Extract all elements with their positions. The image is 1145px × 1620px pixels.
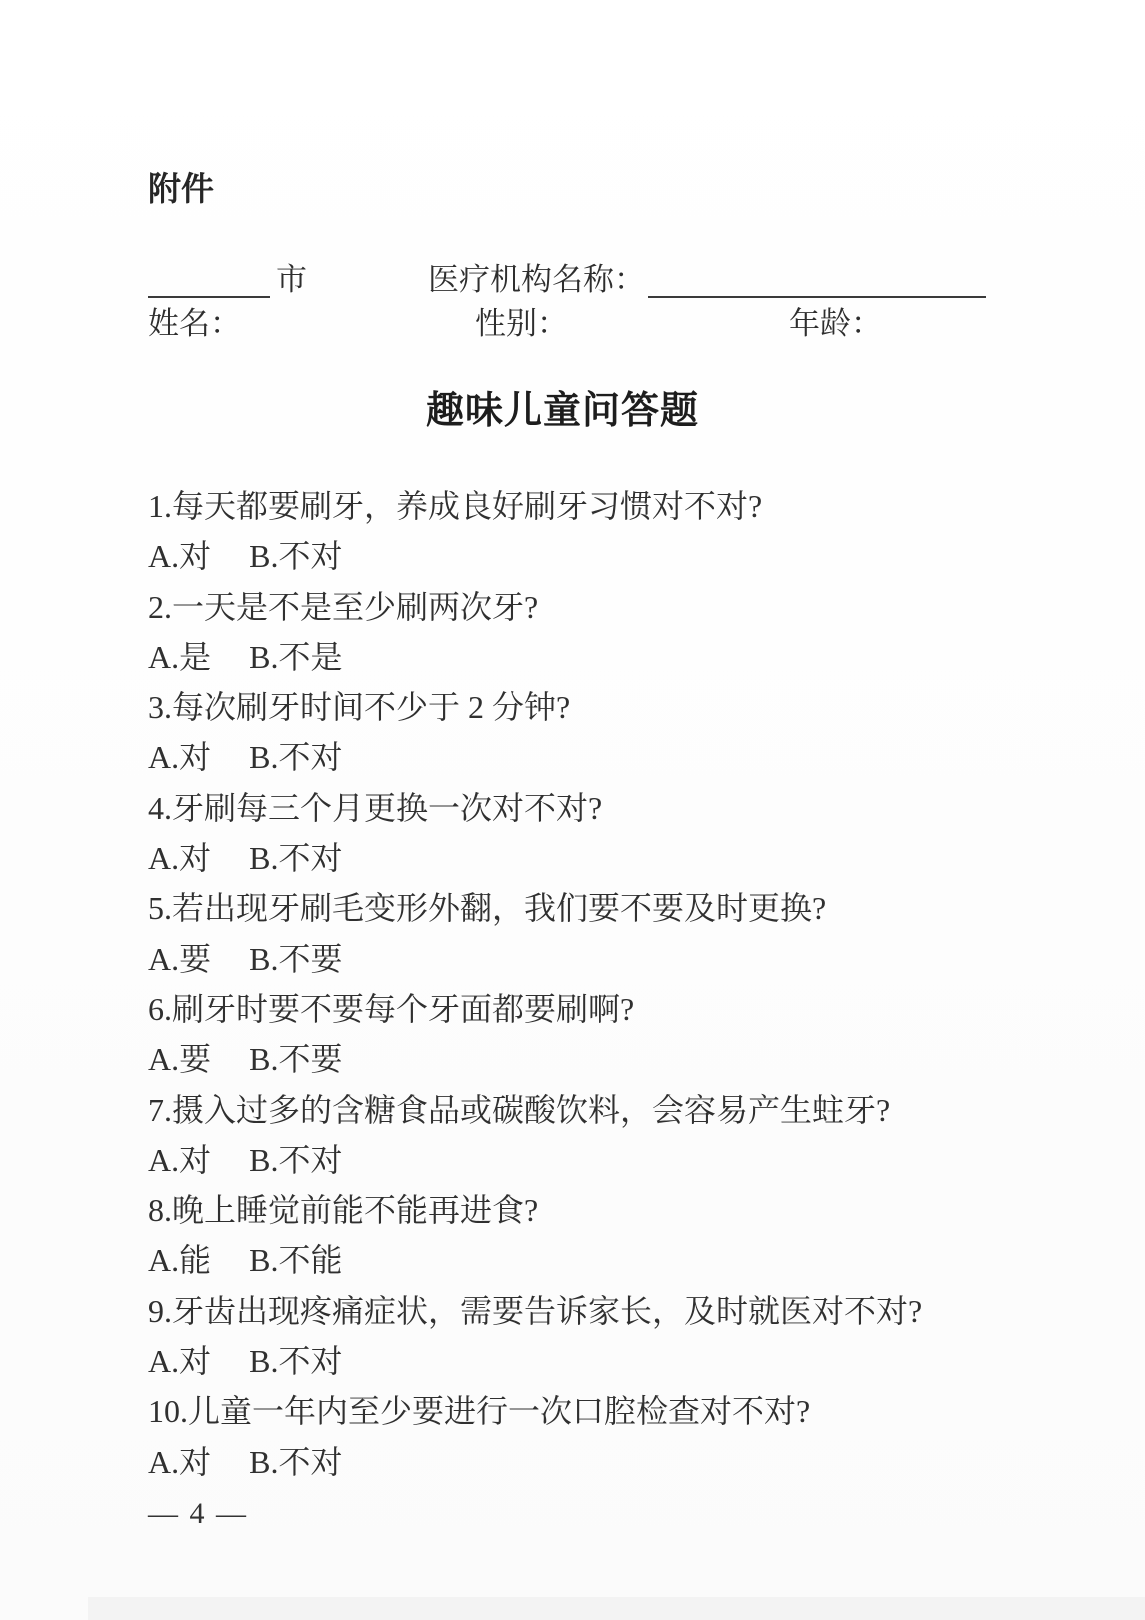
- question-text: 7.摄入过多的含糖食品或碳酸饮料，会容易产生蛀牙?: [148, 1091, 891, 1128]
- question-text: 5.若出现牙刷毛变形外翻，我们要不要及时更换?: [148, 890, 827, 927]
- option-a: A.对: [148, 840, 212, 877]
- option-a: A.是: [148, 638, 212, 675]
- question-text: 9.牙齿出现疼痛症状，需要告诉家长，及时就医对不对?: [148, 1292, 923, 1329]
- age-label: 年龄：: [789, 306, 882, 341]
- answer-options: [148, 1135, 1088, 1185]
- city-suffix-label: 市: [276, 262, 307, 297]
- question-block: [148, 682, 1088, 783]
- question-text: 6.刷牙时要不要每个牙面都要刷啊?: [148, 990, 635, 1027]
- option-a: A.要: [148, 940, 212, 977]
- option-b: B.不对: [249, 1443, 343, 1480]
- option-b: B.不能: [249, 1242, 343, 1279]
- question-block: [148, 1286, 1088, 1387]
- answer-options: [148, 934, 1088, 984]
- option-b: B.不对: [249, 538, 343, 575]
- institution-name-label: 医疗机构名称：: [428, 262, 645, 297]
- gender-label: 性别：: [475, 306, 568, 341]
- answer-options: [148, 1034, 1088, 1084]
- option-b: B.不对: [249, 1343, 343, 1380]
- question-block: [148, 582, 1088, 683]
- question-block: [148, 1386, 1088, 1487]
- city-blank-line: [148, 262, 270, 298]
- question-block: [148, 1085, 1088, 1186]
- question-text: 10.儿童一年内至少要进行一次口腔检查对不对?: [148, 1393, 811, 1430]
- option-a: A.对: [148, 1343, 212, 1380]
- option-a: A.对: [148, 538, 212, 575]
- question-block: [148, 1185, 1088, 1286]
- question-text: 8.晚上睡觉前能不能再进食?: [148, 1192, 539, 1229]
- scan-edge-band: [0, 1597, 1145, 1620]
- option-b: B.不对: [249, 1141, 343, 1178]
- question-block: [148, 984, 1088, 1085]
- answer-options: [148, 531, 1088, 581]
- option-a: A.对: [148, 1141, 212, 1178]
- question-text: 4.牙刷每三个月更换一次对不对?: [148, 789, 603, 826]
- option-a: A.要: [148, 1041, 212, 1078]
- name-label: 姓名：: [148, 306, 241, 341]
- option-b: B.不要: [249, 1041, 343, 1078]
- option-a: A.对: [148, 739, 212, 776]
- question-text: 1.每天都要刷牙，养成良好刷牙习惯对不对?: [148, 488, 763, 524]
- question-block: [148, 783, 1088, 884]
- answer-options: [148, 833, 1088, 883]
- quiz-title: 趣味儿童问答题: [425, 390, 699, 432]
- answer-options: [148, 1437, 1088, 1487]
- option-b: B.不要: [249, 940, 343, 977]
- question-text: 3.每次刷牙时间不少于 2 分钟?: [148, 689, 571, 726]
- option-a: A.对: [148, 1443, 212, 1480]
- attachment-label: 附件: [148, 170, 214, 207]
- question-block: [148, 883, 1088, 984]
- institution-blank-line: [648, 262, 986, 298]
- answer-options: [148, 732, 1088, 782]
- scan-edge-patch: [0, 1597, 88, 1620]
- questions: [148, 481, 1088, 1487]
- answer-options: [148, 632, 1088, 682]
- option-b: B.不对: [249, 739, 343, 776]
- question-block: [148, 481, 1088, 582]
- option-a: A.能: [148, 1242, 212, 1279]
- answer-options: [148, 1235, 1088, 1285]
- page-number: — 4 —: [148, 1497, 248, 1530]
- option-b: B.不对: [249, 840, 343, 877]
- answer-options: [148, 1336, 1088, 1386]
- option-b: B.不是: [249, 638, 343, 675]
- question-text: 2.一天是不是至少刷两次牙?: [148, 588, 539, 625]
